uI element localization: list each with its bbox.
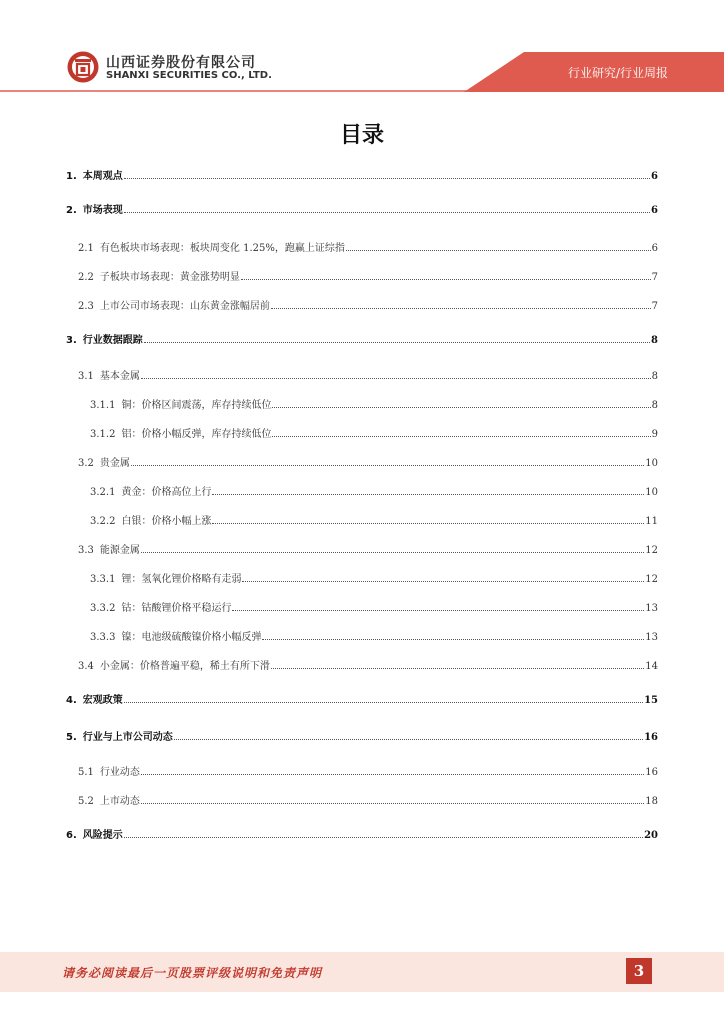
page-number: 3 — [626, 958, 652, 984]
toc-entry[interactable]: 3.4 小金属：价格普遍平稳，稀土有所下滑 14 — [78, 661, 658, 672]
toc-entry[interactable]: 3. 行业数据跟踪 8 — [66, 335, 658, 346]
toc-entry[interactable]: 3.1 基本金属 8 — [78, 371, 658, 382]
page-header — [0, 0, 724, 96]
toc-entry[interactable]: 5.1 行业动态 16 — [78, 767, 658, 778]
toc-entry[interactable]: 3.3.3 镍：电池级硫酸镍价格小幅反弹 13 — [90, 632, 658, 643]
toc-entry[interactable]: 3.3.2 钴：钴酸锂价格平稳运行 13 — [90, 603, 658, 614]
toc-entry[interactable]: 3.2.1 黄金：价格高位上行 10 — [90, 487, 658, 498]
toc-entry[interactable]: 3.1.1 铜：价格区间震荡，库存持续低位 8 — [90, 400, 658, 411]
toc-entry[interactable]: 3.1.2 铝：价格小幅反弹，库存持续低位 9 — [90, 429, 658, 440]
toc-entry[interactable]: 3.2 贵金属 10 — [78, 458, 658, 469]
report-type-label: 行业研究/行业周报 — [567, 66, 668, 80]
toc-entry[interactable]: 2.2 子板块市场表现：黄金涨势明显 7 — [78, 272, 658, 283]
toc-entry[interactable]: 3.3 能源金属 12 — [78, 545, 658, 556]
footer-disclaimer: 请务必阅读最后一页股票评级说明和免责声明 — [62, 966, 323, 980]
toc-entry[interactable]: 2. 市场表现 6 — [66, 205, 658, 216]
company-name-en: SHANXI SECURITIES CO., LTD. — [106, 70, 272, 81]
toc-entry[interactable]: 5. 行业与上市公司动态 16 — [66, 732, 658, 743]
toc-entry[interactable]: 2.3 上市公司市场表现：山东黄金涨幅居前 7 — [78, 301, 658, 312]
toc-entry[interactable]: 2.1 有色板块市场表现：板块周变化 1.25%，跑赢上证综指 6 — [78, 243, 658, 254]
toc-entry[interactable]: 5.2 上市动态 18 — [78, 796, 658, 807]
toc-entry[interactable]: 3.3.1 锂：氢氧化锂价格略有走弱 12 — [90, 574, 658, 585]
company-name-cn: 山西证券股份有限公司 — [106, 55, 256, 71]
toc-entry[interactable]: 3.2.2 白银：价格小幅上涨 11 — [90, 516, 658, 527]
toc-entry[interactable]: 6. 风险提示 20 — [66, 830, 658, 841]
toc-title: 目录 — [339, 123, 384, 148]
toc-entry[interactable]: 4. 宏观政策 15 — [66, 695, 658, 706]
toc-entry[interactable]: 1. 本周观点 6 — [66, 171, 658, 182]
